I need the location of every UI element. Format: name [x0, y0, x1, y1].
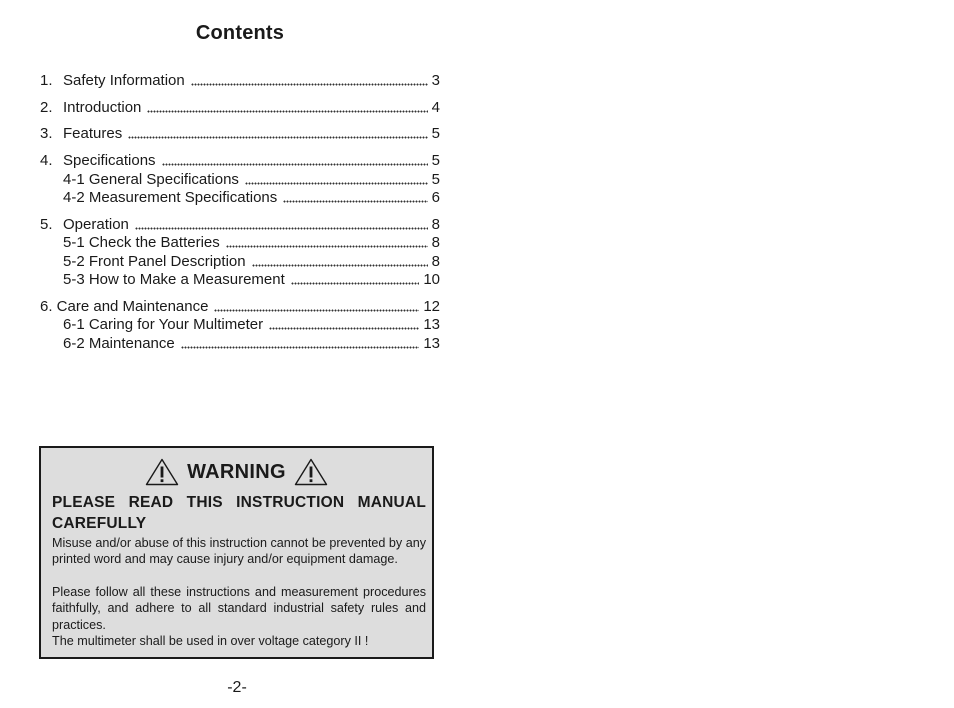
warning-paragraph-voltage-category: The multimeter shall be used in over voltage category II !	[52, 634, 369, 648]
toc-item-measurement-specifications[interactable]	[40, 188, 440, 207]
toc-item-page: 5	[431, 152, 440, 169]
page-number: -2-	[227, 679, 247, 696]
toc-leader-dots	[128, 136, 427, 139]
toc-item-page: 8	[431, 216, 440, 233]
toc-item-label: 4-1 General Specifications	[63, 171, 239, 188]
warning-title: WARNING	[187, 460, 286, 483]
toc-item-page: 6	[431, 189, 440, 206]
warning-triangle-icon	[294, 458, 328, 486]
toc-item-label: Specifications	[63, 152, 156, 169]
toc-item-label: 4-2 Measurement Specifications	[63, 189, 278, 206]
toc-leader-dots	[269, 327, 419, 330]
warning-box	[39, 446, 434, 659]
toc-leader-dots	[214, 309, 419, 312]
toc-item-page: 13	[423, 335, 440, 352]
toc-item-specifications[interactable]	[40, 151, 440, 170]
toc-leader-dots	[252, 264, 428, 267]
toc-item-operation[interactable]	[40, 215, 440, 234]
toc-leader-dots	[135, 227, 428, 230]
toc-item-label: Operation	[63, 216, 129, 233]
toc-item-introduction[interactable]	[40, 98, 440, 117]
warning-subtitle: PLEASE READ THIS INSTRUCTION MANUAL CAREFULLY	[52, 494, 426, 532]
toc-item-label: 6-2 Maintenance	[63, 335, 175, 352]
toc-item-label: Features	[63, 125, 123, 142]
toc-item-label: Safety Information	[63, 72, 185, 89]
toc-item-label: Introduction	[63, 99, 142, 116]
warning-paragraph-follow-instructions: Please follow all these instructions and measurement procedures faithfully, and adhere to all standard industrial safety rules and practices.	[52, 585, 426, 632]
toc-item-safety-information[interactable]	[40, 71, 440, 90]
toc-leader-dots	[181, 346, 420, 349]
warning-triangle-icon	[145, 458, 179, 486]
toc-leader-dots	[162, 163, 428, 166]
toc-item-page: 13	[423, 316, 440, 333]
warning-heading	[41, 458, 432, 486]
toc-leader-dots	[291, 282, 420, 285]
toc-item-maintenance[interactable]	[40, 334, 440, 353]
toc-item-number: 3.	[40, 125, 53, 142]
toc-item-page: 10	[423, 271, 440, 288]
toc-item-page: 12	[423, 298, 440, 315]
contents-title: Contents	[195, 22, 285, 44]
toc-item-label: 5-3 How to Make a Measurement	[63, 271, 285, 288]
toc-item-label: 6. Care and Maintenance	[40, 298, 209, 315]
toc-item-page: 3	[431, 72, 440, 89]
toc-leader-dots	[283, 200, 427, 203]
toc-item-general-specifications[interactable]	[40, 170, 440, 189]
toc-leader-dots	[245, 182, 428, 185]
toc-leader-dots	[226, 245, 428, 248]
toc-item-label: 5-2 Front Panel Description	[63, 253, 246, 270]
toc-item-page: 8	[431, 253, 440, 270]
toc-item-label: 6-1 Caring for Your Multimeter	[63, 316, 264, 333]
toc-item-care-and-maintenance[interactable]	[40, 297, 440, 316]
toc-item-label: 5-1 Check the Batteries	[63, 234, 220, 251]
toc-item-how-to-make-measurement[interactable]	[40, 270, 440, 289]
toc-item-page: 5	[431, 125, 440, 142]
toc-item-caring-for-multimeter[interactable]	[40, 315, 440, 334]
toc-item-front-panel-description[interactable]	[40, 252, 440, 271]
warning-paragraph-misuse: Misuse and/or abuse of this instruction cannot be prevented by any printed word and may cause injury and/or equipment damage.	[52, 536, 426, 567]
toc-item-features[interactable]	[40, 124, 440, 143]
toc-leader-dots	[191, 83, 428, 86]
toc-item-page: 5	[431, 171, 440, 188]
toc-item-check-batteries[interactable]	[40, 233, 440, 252]
toc-item-page: 4	[431, 99, 440, 116]
toc-item-number: 4.	[40, 152, 53, 169]
toc-item-number: 2.	[40, 99, 53, 116]
toc-leader-dots	[147, 110, 427, 113]
toc-item-number: 1.	[40, 72, 53, 89]
toc-item-page: 8	[431, 234, 440, 251]
toc-item-number: 5.	[40, 216, 53, 233]
